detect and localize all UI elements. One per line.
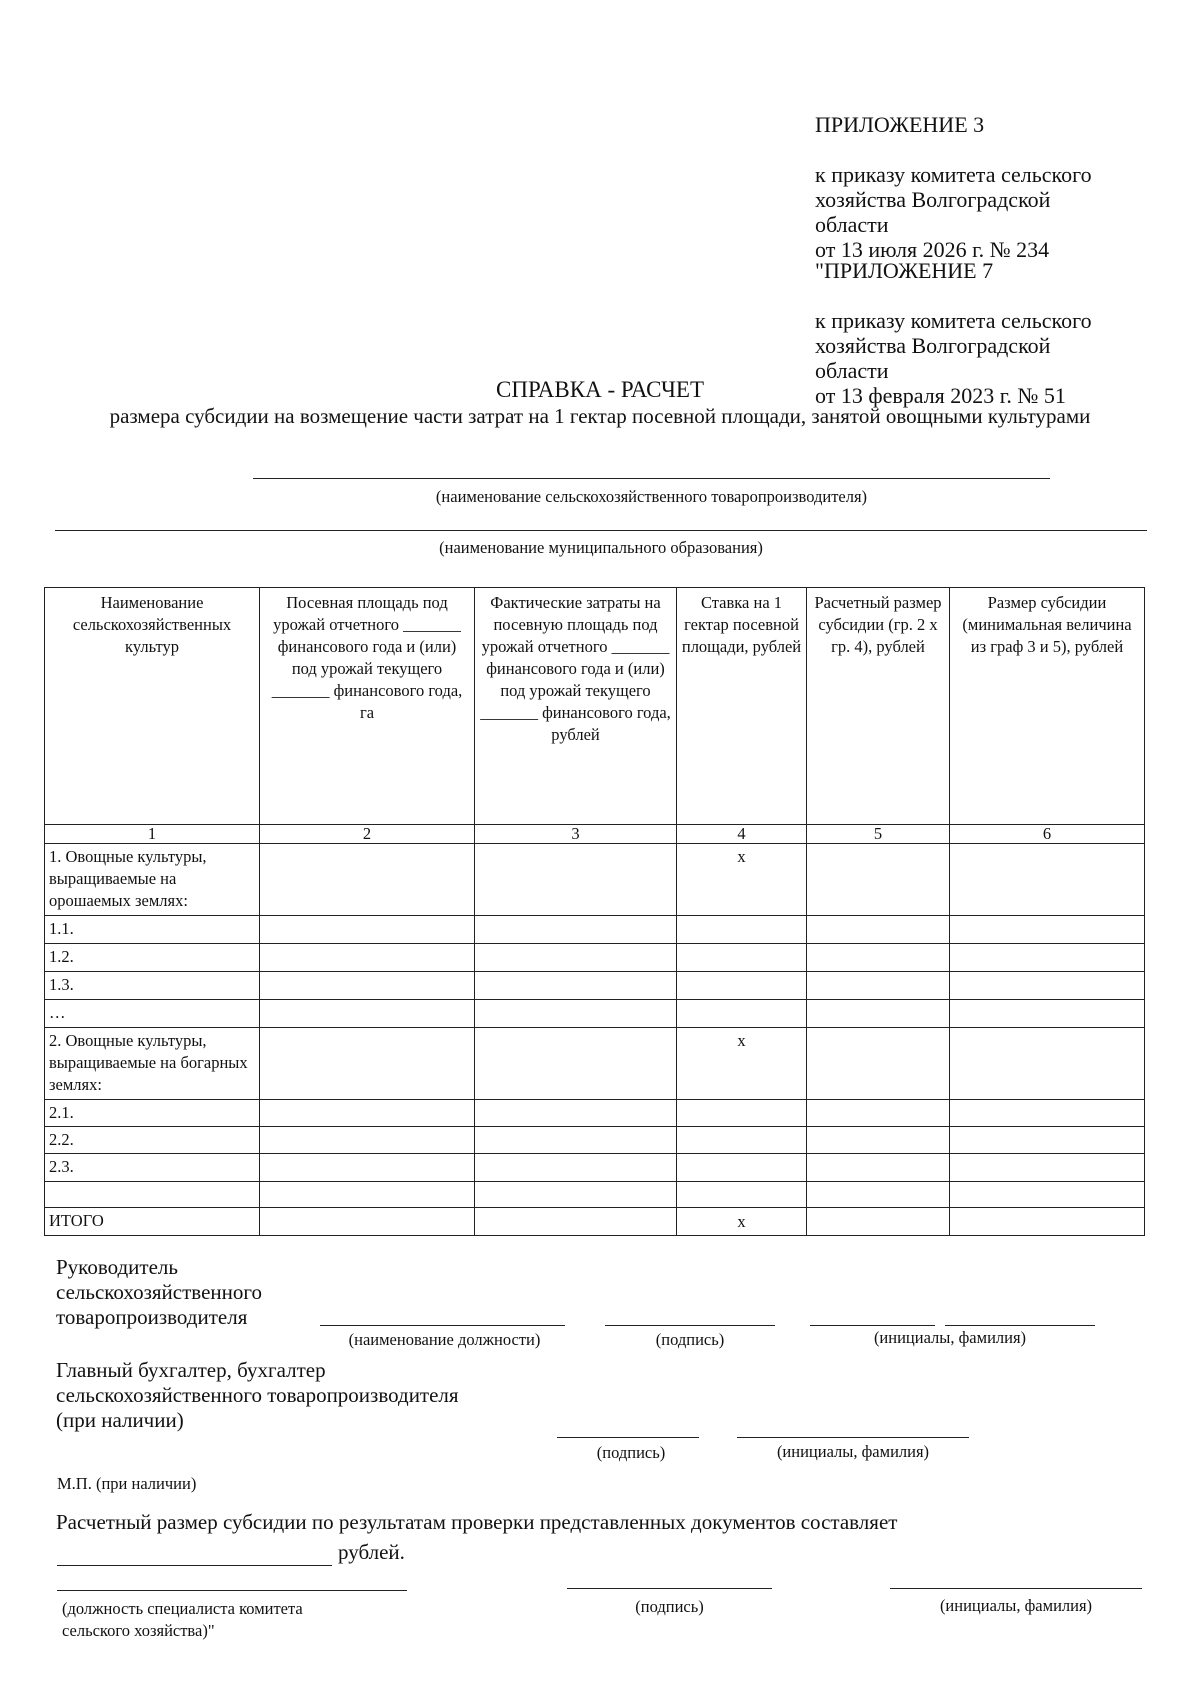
table-row <box>45 972 1145 1000</box>
producer-name-line[interactable] <box>253 478 1050 479</box>
cell-calculated[interactable] <box>807 1000 950 1028</box>
column-number: 6 <box>950 825 1145 844</box>
header-calculated-subsidy: Расчетный размер субсидии (гр. 2 x гр. 4), рублей <box>807 588 950 825</box>
cell-costs[interactable] <box>475 1028 677 1100</box>
appendix-3-body: к приказу комитета сельского хозяйства Волгоградской области от 13 июля 2026 г. № 234 <box>815 162 1092 262</box>
table-header-row <box>45 588 1145 825</box>
accountant-name-line[interactable] <box>737 1437 969 1438</box>
specialist-signature-line[interactable] <box>567 1588 772 1589</box>
row-name: 2. Овощные культуры, выращиваемые на богарных землях: <box>45 1028 260 1100</box>
cell-calculated[interactable] <box>807 1127 950 1154</box>
cell-costs[interactable] <box>475 1208 677 1236</box>
table-row <box>45 944 1145 972</box>
cell-area[interactable] <box>260 1000 475 1028</box>
head-position-line[interactable] <box>320 1325 565 1326</box>
cell-rate[interactable] <box>677 944 807 972</box>
cell-calculated[interactable] <box>807 944 950 972</box>
cell-rate: х <box>677 1028 807 1100</box>
head-signature-caption: (подпись) <box>655 1330 725 1349</box>
column-number: 3 <box>475 825 677 844</box>
specialist-position-caption: (должность специалиста комитета сельского хозяйства)" <box>62 1599 303 1640</box>
cell-area[interactable] <box>260 1100 475 1127</box>
head-signer-label: Руководитель сельскохозяйственного товаропроизводителя <box>56 1255 262 1329</box>
accountant-signature-caption: (подпись) <box>596 1443 666 1462</box>
accountant-name-caption: (инициалы, фамилия) <box>776 1442 930 1461</box>
appendix-7-body: к приказу комитета сельского хозяйства Волгоградской области от 13 февраля 2023 г. № 51 <box>815 308 1092 408</box>
municipality-name-line[interactable] <box>55 530 1147 531</box>
document-title: СПРАВКА - РАСЧЕТ <box>496 377 704 402</box>
head-position-caption: (наименование должности) <box>348 1330 541 1349</box>
cell-subsidy[interactable] <box>950 1154 1145 1182</box>
municipality-caption: (наименование муниципального образования) <box>439 538 763 557</box>
cell-costs[interactable] <box>475 1127 677 1154</box>
column-number: 5 <box>807 825 950 844</box>
head-signature-line[interactable] <box>605 1325 775 1326</box>
table-row <box>45 1100 1145 1127</box>
cell-area[interactable] <box>260 1127 475 1154</box>
cell-rate[interactable] <box>677 1100 807 1127</box>
cell-rate[interactable] <box>677 1000 807 1028</box>
cell-calculated[interactable] <box>807 1182 950 1208</box>
row-name: 1. Овощные культуры, выращиваемые на орошаемых землях: <box>45 844 260 916</box>
header-actual-costs: Фактические затраты на посевную площадь под урожай отчетного _______ финансового года и (или) под урожай текущего _______ финансового года, рублей <box>475 588 677 825</box>
column-number: 1 <box>45 825 260 844</box>
cell-area[interactable] <box>260 1208 475 1236</box>
cell-subsidy[interactable] <box>950 1000 1145 1028</box>
row-name[interactable] <box>45 1182 260 1208</box>
table-row <box>45 1028 1145 1100</box>
cell-subsidy[interactable] <box>950 1100 1145 1127</box>
cell-costs[interactable] <box>475 916 677 944</box>
cell-costs[interactable] <box>475 1154 677 1182</box>
header-subsidy-amount: Размер субсидии (минимальная величина из граф 3 и 5), рублей <box>950 588 1145 825</box>
column-number-row <box>45 825 1145 844</box>
cell-rate[interactable] <box>677 972 807 1000</box>
cell-area[interactable] <box>260 916 475 944</box>
row-name: 2.2. <box>45 1127 260 1154</box>
cell-subsidy[interactable] <box>950 944 1145 972</box>
table-row <box>45 1154 1145 1182</box>
row-name: 1.1. <box>45 916 260 944</box>
row-name: 2.1. <box>45 1100 260 1127</box>
cell-subsidy[interactable] <box>950 916 1145 944</box>
head-name-caption: (инициалы, фамилия) <box>873 1328 1027 1347</box>
cell-costs[interactable] <box>475 1100 677 1127</box>
cell-subsidy[interactable] <box>950 1208 1145 1236</box>
cell-calculated[interactable] <box>807 844 950 916</box>
accountant-signature-line[interactable] <box>557 1437 699 1438</box>
column-number: 4 <box>677 825 807 844</box>
cell-subsidy[interactable] <box>950 1028 1145 1100</box>
cell-area[interactable] <box>260 972 475 1000</box>
table-row <box>45 916 1145 944</box>
cell-area[interactable] <box>260 1154 475 1182</box>
result-text: Расчетный размер субсидии по результатам проверки представленных документов составляет <box>56 1510 898 1534</box>
cell-calculated[interactable] <box>807 1208 950 1236</box>
cell-rate[interactable] <box>677 916 807 944</box>
cell-calculated[interactable] <box>807 972 950 1000</box>
appendix-7-block <box>815 233 1092 433</box>
subsidy-table <box>44 587 1145 1236</box>
cell-subsidy[interactable] <box>950 972 1145 1000</box>
cell-area[interactable] <box>260 1182 475 1208</box>
table-total-row <box>45 1208 1145 1236</box>
row-name: 2.3. <box>45 1154 260 1182</box>
cell-rate: х <box>677 844 807 916</box>
appendix-3-heading: ПРИЛОЖЕНИЕ 3 <box>815 112 985 137</box>
cell-area[interactable] <box>260 1028 475 1100</box>
cell-calculated[interactable] <box>807 1154 950 1182</box>
row-name: … <box>45 1000 260 1028</box>
cell-calculated[interactable] <box>807 1100 950 1127</box>
cell-costs[interactable] <box>475 844 677 916</box>
specialist-signature-caption: (подпись) <box>635 1597 704 1616</box>
head-initials-line[interactable] <box>810 1325 935 1326</box>
cell-rate[interactable] <box>677 1182 807 1208</box>
table-row <box>45 1127 1145 1154</box>
cell-area[interactable] <box>260 944 475 972</box>
cell-costs[interactable] <box>475 1000 677 1028</box>
row-name: 1.3. <box>45 972 260 1000</box>
head-surname-line[interactable] <box>945 1325 1095 1326</box>
specialist-position-line[interactable] <box>57 1590 407 1591</box>
cell-rate: х <box>677 1208 807 1236</box>
cell-subsidy[interactable] <box>950 1182 1145 1208</box>
table-row <box>45 1000 1145 1028</box>
table-row <box>45 844 1145 916</box>
cell-costs[interactable] <box>475 972 677 1000</box>
cell-area[interactable] <box>260 844 475 916</box>
header-rate: Ставка на 1 гектар посевной площади, рублей <box>677 588 807 825</box>
accountant-label: Главный бухгалтер, бухгалтер сельскохозяйственного товаропроизводителя (при наличии) <box>56 1358 459 1432</box>
result-suffix: рублей. <box>338 1540 405 1564</box>
row-name: 1.2. <box>45 944 260 972</box>
result-amount-line[interactable] <box>57 1565 332 1566</box>
appendix-7-heading: "ПРИЛОЖЕНИЕ 7 <box>815 258 994 283</box>
cell-subsidy[interactable] <box>950 1127 1145 1154</box>
cell-rate[interactable] <box>677 1154 807 1182</box>
cell-subsidy[interactable] <box>950 844 1145 916</box>
cell-costs[interactable] <box>475 944 677 972</box>
cell-rate[interactable] <box>677 1127 807 1154</box>
specialist-name-line[interactable] <box>890 1588 1142 1589</box>
cell-costs[interactable] <box>475 1182 677 1208</box>
header-crop-name: Наименование сельскохозяйственных культур <box>45 588 260 825</box>
cell-calculated[interactable] <box>807 1028 950 1100</box>
row-name: ИТОГО <box>45 1208 260 1236</box>
cell-calculated[interactable] <box>807 916 950 944</box>
stamp-note: М.П. (при наличии) <box>57 1474 197 1493</box>
header-sown-area: Посевная площадь под урожай отчетного _______ финансового года и (или) под урожай текущего _______ финансового года, га <box>260 588 475 825</box>
column-number: 2 <box>260 825 475 844</box>
table-row <box>45 1182 1145 1208</box>
specialist-name-caption: (инициалы, фамилия) <box>939 1596 1093 1615</box>
producer-caption: (наименование сельскохозяйственного товаропроизводителя) <box>435 487 868 506</box>
document-subtitle: размера субсидии на возмещение части затрат на 1 гектар посевной площади, занятой овощными культурами <box>109 404 1091 428</box>
